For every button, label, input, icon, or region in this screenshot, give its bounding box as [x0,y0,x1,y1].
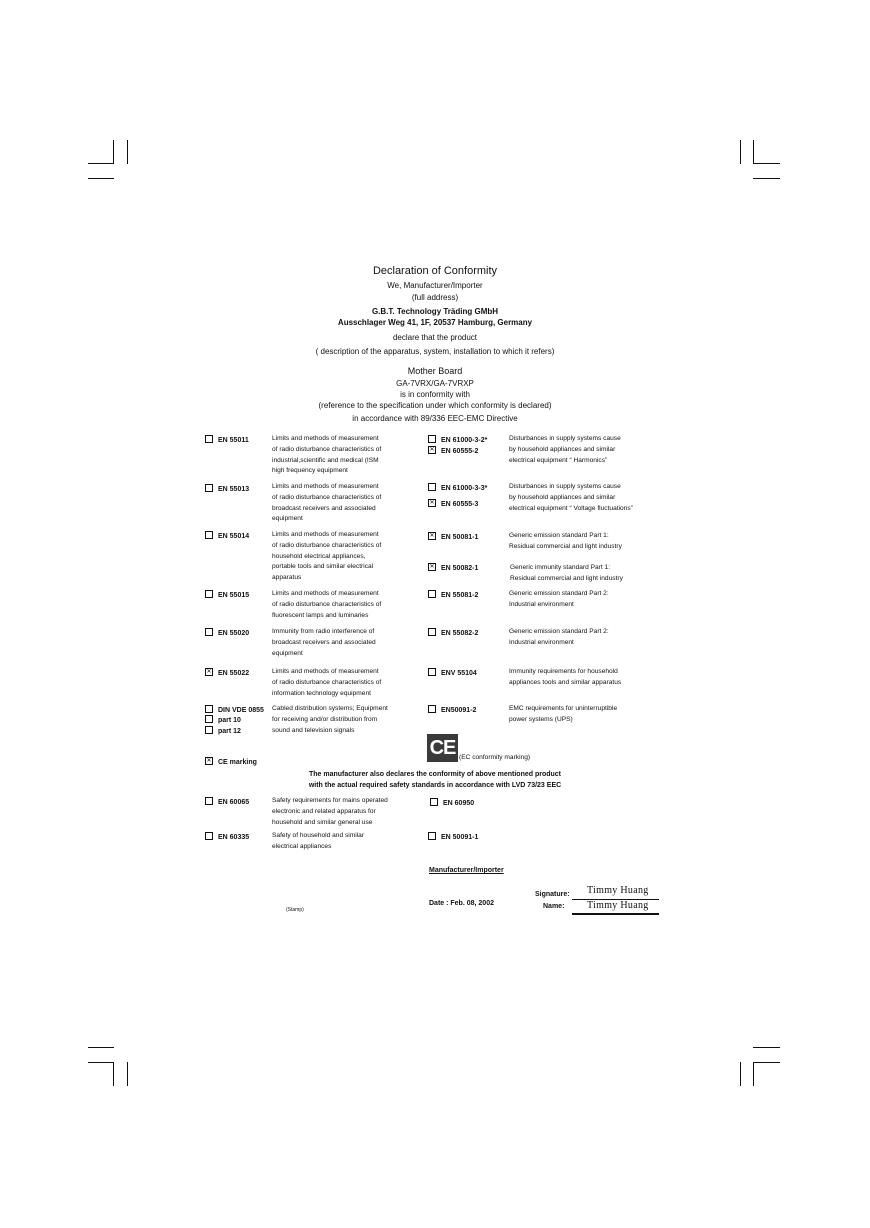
checkbox[interactable] [205,757,213,765]
standard-description: Safety requirements for mains operated electronic and related apparatus for household and similar general use [272,797,388,826]
standard-en55011: EN 55011 [205,435,249,446]
standard-en55015: EN 55015 [205,590,249,601]
description-note: ( description of the apparatus, system, installation to which it refers) [315,347,555,356]
conformity-line: is in conformity with [400,390,470,399]
name-value: Timmy Huang [587,900,649,911]
standard-en55082-2: EN 55082-2 [428,628,478,639]
checkbox[interactable] [205,705,213,713]
standard-en61000-3-2: EN 61000-3-2* [428,435,487,446]
standard-en50082-1: ✕EN 50082-1 [428,563,478,574]
standard-en55014: EN 55014 [205,531,249,542]
reference-note: (reference to the specification under which conformity is declared) [318,401,552,410]
checkbox[interactable] [205,435,213,443]
manufacturer-line: We, Manufacturer/Importer [387,281,483,290]
standard-en50091-2: EN50091-2 [428,705,476,716]
checkbox[interactable] [205,531,213,539]
standard-description: Limits and methods of measurement of radio disturbance characteristics of industrial,scientific and medical (ISM high frequency equipment [272,435,382,475]
standard-en55022: ✕EN 55022 [205,668,249,679]
name-label: Name: [543,903,565,910]
standard-description: Disturbances in supply systems cause by household appliances and similar electrical equipment “ Voltage fluctuations” [509,483,633,512]
checkbox[interactable] [205,715,213,723]
checkbox[interactable] [428,499,436,507]
standard-description: Immunity requirements for household appliances tools and similar apparatus [509,668,622,686]
stamp-area: (Stamp) [286,907,304,913]
checkbox[interactable] [428,483,436,491]
lvd-statement-line2: with the actual required safety standards in accordance with LVD 73/23 EEC [308,782,562,789]
ce-caption: (EC conformity marking) [459,754,531,761]
checkbox[interactable] [205,668,213,676]
checkbox[interactable] [428,435,436,443]
checkbox[interactable] [205,726,213,734]
standard-description: Limits and methods of measurement of radio disturbance characteristics of household electrical appliances, portable tools and similar electrical apparatus [272,531,382,582]
standard-part-12: part 12 [205,726,241,737]
standard-description: Disturbances in supply systems cause by household appliances and similar electrical equipment “ Harmonics” [509,435,621,464]
signature-value: Timmy Huang [587,885,649,896]
checkbox[interactable] [205,797,213,805]
standard-en61000-3-3: EN 61000-3-3* [428,483,487,494]
declaration-date: Date : Feb. 08, 2002 [429,900,494,907]
standard-description: Generic emission standard Part 2: Industrial environment [509,628,609,646]
checkbox[interactable] [428,705,436,713]
standard-description: Limits and methods of measurement of radio disturbance characteristics of fluorescent lamps and luminaries [272,590,382,619]
checkbox[interactable] [428,832,436,840]
standard-en60950: EN 60950 [430,798,474,809]
company-address: Ausschlager Weg 41, 1F, 20537 Hamburg, Germany [337,318,533,327]
standard-en50091-1: EN 50091-1 [428,832,478,843]
standard-env55104: ENV 55104 [428,668,477,679]
standard-en60555-3: ✕EN 60555-3 [428,499,478,510]
checkbox[interactable] [428,590,436,598]
declare-line: declare that the product [392,333,478,342]
page-title: Declaration of Conformity [372,265,498,277]
checkbox[interactable] [430,798,438,806]
standard-en50081-1: ✕EN 50081-1 [428,532,478,543]
standard-description: Cabled distribution systems; Equipment for receiving and/or distribution from sound and television signals [272,705,388,734]
manufacturer-heading: Manufacturer/Importer [429,867,504,874]
signature-label: Signature: [535,891,570,898]
checkbox[interactable] [205,628,213,636]
standard-description: EMC requirements for uninterruptible power systems (UPS) [509,705,618,723]
lvd-statement-line1: The manufacturer also declares the conformity of above mentioned product [308,771,562,778]
standard-description: Generic immunity standard Part 1: Residual commercial and light industry [510,564,623,582]
standard-description: Limits and methods of measurement of radio disturbance characteristics of broadcast receivers and associated equipment [272,483,382,523]
standard-din-vde-0855: DIN VDE 0855 [205,705,264,716]
standard-en55013: EN 55013 [205,484,249,495]
ce-logo: CE [427,734,458,762]
company-name: G.B.T. Technology Träding GMbH [371,307,499,316]
checkbox[interactable] [205,484,213,492]
checkbox[interactable] [428,563,436,571]
product-model: GA-7VRX/GA-7VRXP [396,379,474,388]
name-line [572,913,659,915]
standard-en60065: EN 60065 [205,797,249,808]
standard-description: Limits and methods of measurement of radio disturbance characteristics of information technology equipment [272,668,382,697]
checkbox[interactable] [428,668,436,676]
standard-en55081-2: EN 55081-2 [428,590,478,601]
standard-part-10: part 10 [205,715,241,726]
standard-en55020: EN 55020 [205,628,249,639]
standard-description: Immunity from radio interference of broadcast receivers and associated equipment [272,628,376,657]
checkbox[interactable] [205,590,213,598]
product-name: Mother Board [407,366,463,376]
directive-line: in accordance with 89/336 EEC-EMC Directive [352,414,518,423]
full-address-note: (full address) [411,293,459,302]
standard-description: Generic emission standard Part 1: Residual commercial and light industry [509,532,622,550]
standard-description: Safety of household and similar electrical appliances [272,832,365,850]
standard-en60555-2: ✕EN 60555-2 [428,446,478,457]
checkbox[interactable] [428,628,436,636]
checkbox[interactable] [428,532,436,540]
checkbox[interactable] [428,446,436,454]
standard-description: Generic emission standard Part 2: Industrial environment [509,590,609,608]
standard-en60335: EN 60335 [205,832,249,843]
ce-marking-option: ✕CE marking [205,757,257,768]
checkbox[interactable] [205,832,213,840]
